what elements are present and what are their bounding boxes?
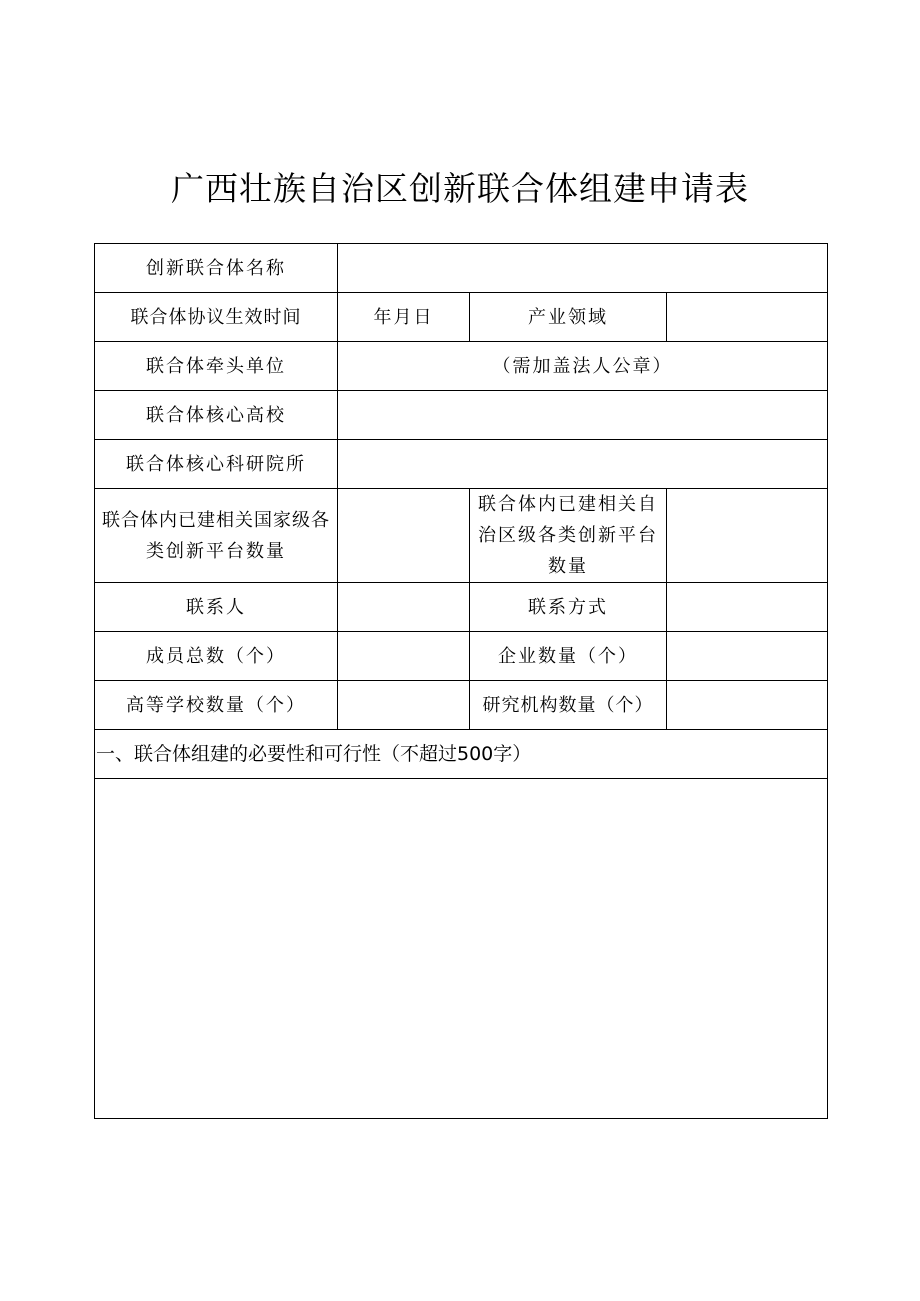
row-core-university [95, 391, 828, 440]
regional-platforms-label-line1: 联合体内已建相关自 [478, 494, 658, 515]
national-platforms-label-line1: 联合体内已建相关国家级各 [102, 509, 330, 531]
contact-label: 联系人 [95, 583, 338, 632]
row-core-institute [95, 440, 828, 489]
row-agreement-time [95, 293, 828, 342]
members-field[interactable] [338, 632, 470, 681]
section1-body-field[interactable] [95, 779, 828, 1119]
core-university-label: 联合体核心高校 [95, 391, 338, 440]
row-innovation-name [95, 244, 828, 293]
row-contact [95, 583, 828, 632]
regional-platforms-label-line2: 治区级各类创新平台 [478, 525, 658, 546]
contact-field[interactable] [338, 583, 470, 632]
national-platforms-label-line2: 类创新平台数量 [146, 540, 286, 562]
regional-platforms-label [470, 489, 667, 583]
industry-field[interactable] [667, 293, 828, 342]
row-section1-body [95, 779, 828, 1119]
institutes-count-label: 研究机构数量（个） [470, 681, 667, 730]
national-platforms-field[interactable] [338, 489, 470, 583]
core-institute-field[interactable] [338, 440, 828, 489]
row-platforms [95, 489, 828, 583]
row-lead-unit [95, 342, 828, 391]
agreement-time-field[interactable]: 年月日 [338, 293, 470, 342]
innovation-name-label: 创新联合体名称 [95, 244, 338, 293]
core-institute-label: 联合体核心科研院所 [95, 440, 338, 489]
universities-count-field[interactable] [338, 681, 470, 730]
regional-platforms-field[interactable] [667, 489, 828, 583]
national-platforms-label [95, 489, 338, 583]
lead-unit-label: 联合体牵头单位 [95, 342, 338, 391]
institutes-count-field[interactable] [667, 681, 828, 730]
innovation-name-field[interactable] [338, 244, 828, 293]
agreement-time-label: 联合体协议生效时间 [95, 293, 338, 342]
core-university-field[interactable] [338, 391, 828, 440]
enterprises-field[interactable] [667, 632, 828, 681]
industry-label: 产业领域 [470, 293, 667, 342]
contact-method-field[interactable] [667, 583, 828, 632]
lead-unit-field[interactable]: （需加盖法人公章） [338, 342, 828, 391]
application-form-table [94, 243, 828, 1119]
contact-method-label: 联系方式 [470, 583, 667, 632]
regional-platforms-label-line3: 数量 [548, 556, 588, 577]
row-members [95, 632, 828, 681]
enterprises-label: 企业数量（个） [470, 632, 667, 681]
row-section1-heading [95, 730, 828, 779]
members-label: 成员总数（个） [95, 632, 338, 681]
universities-count-label: 高等学校数量（个） [95, 681, 338, 730]
row-universities-institutes [95, 681, 828, 730]
page-title: 广西壮族自治区创新联合体组建申请表 [171, 169, 749, 208]
section1-heading: 一、联合体组建的必要性和可行性（不超过500字） [95, 730, 828, 779]
